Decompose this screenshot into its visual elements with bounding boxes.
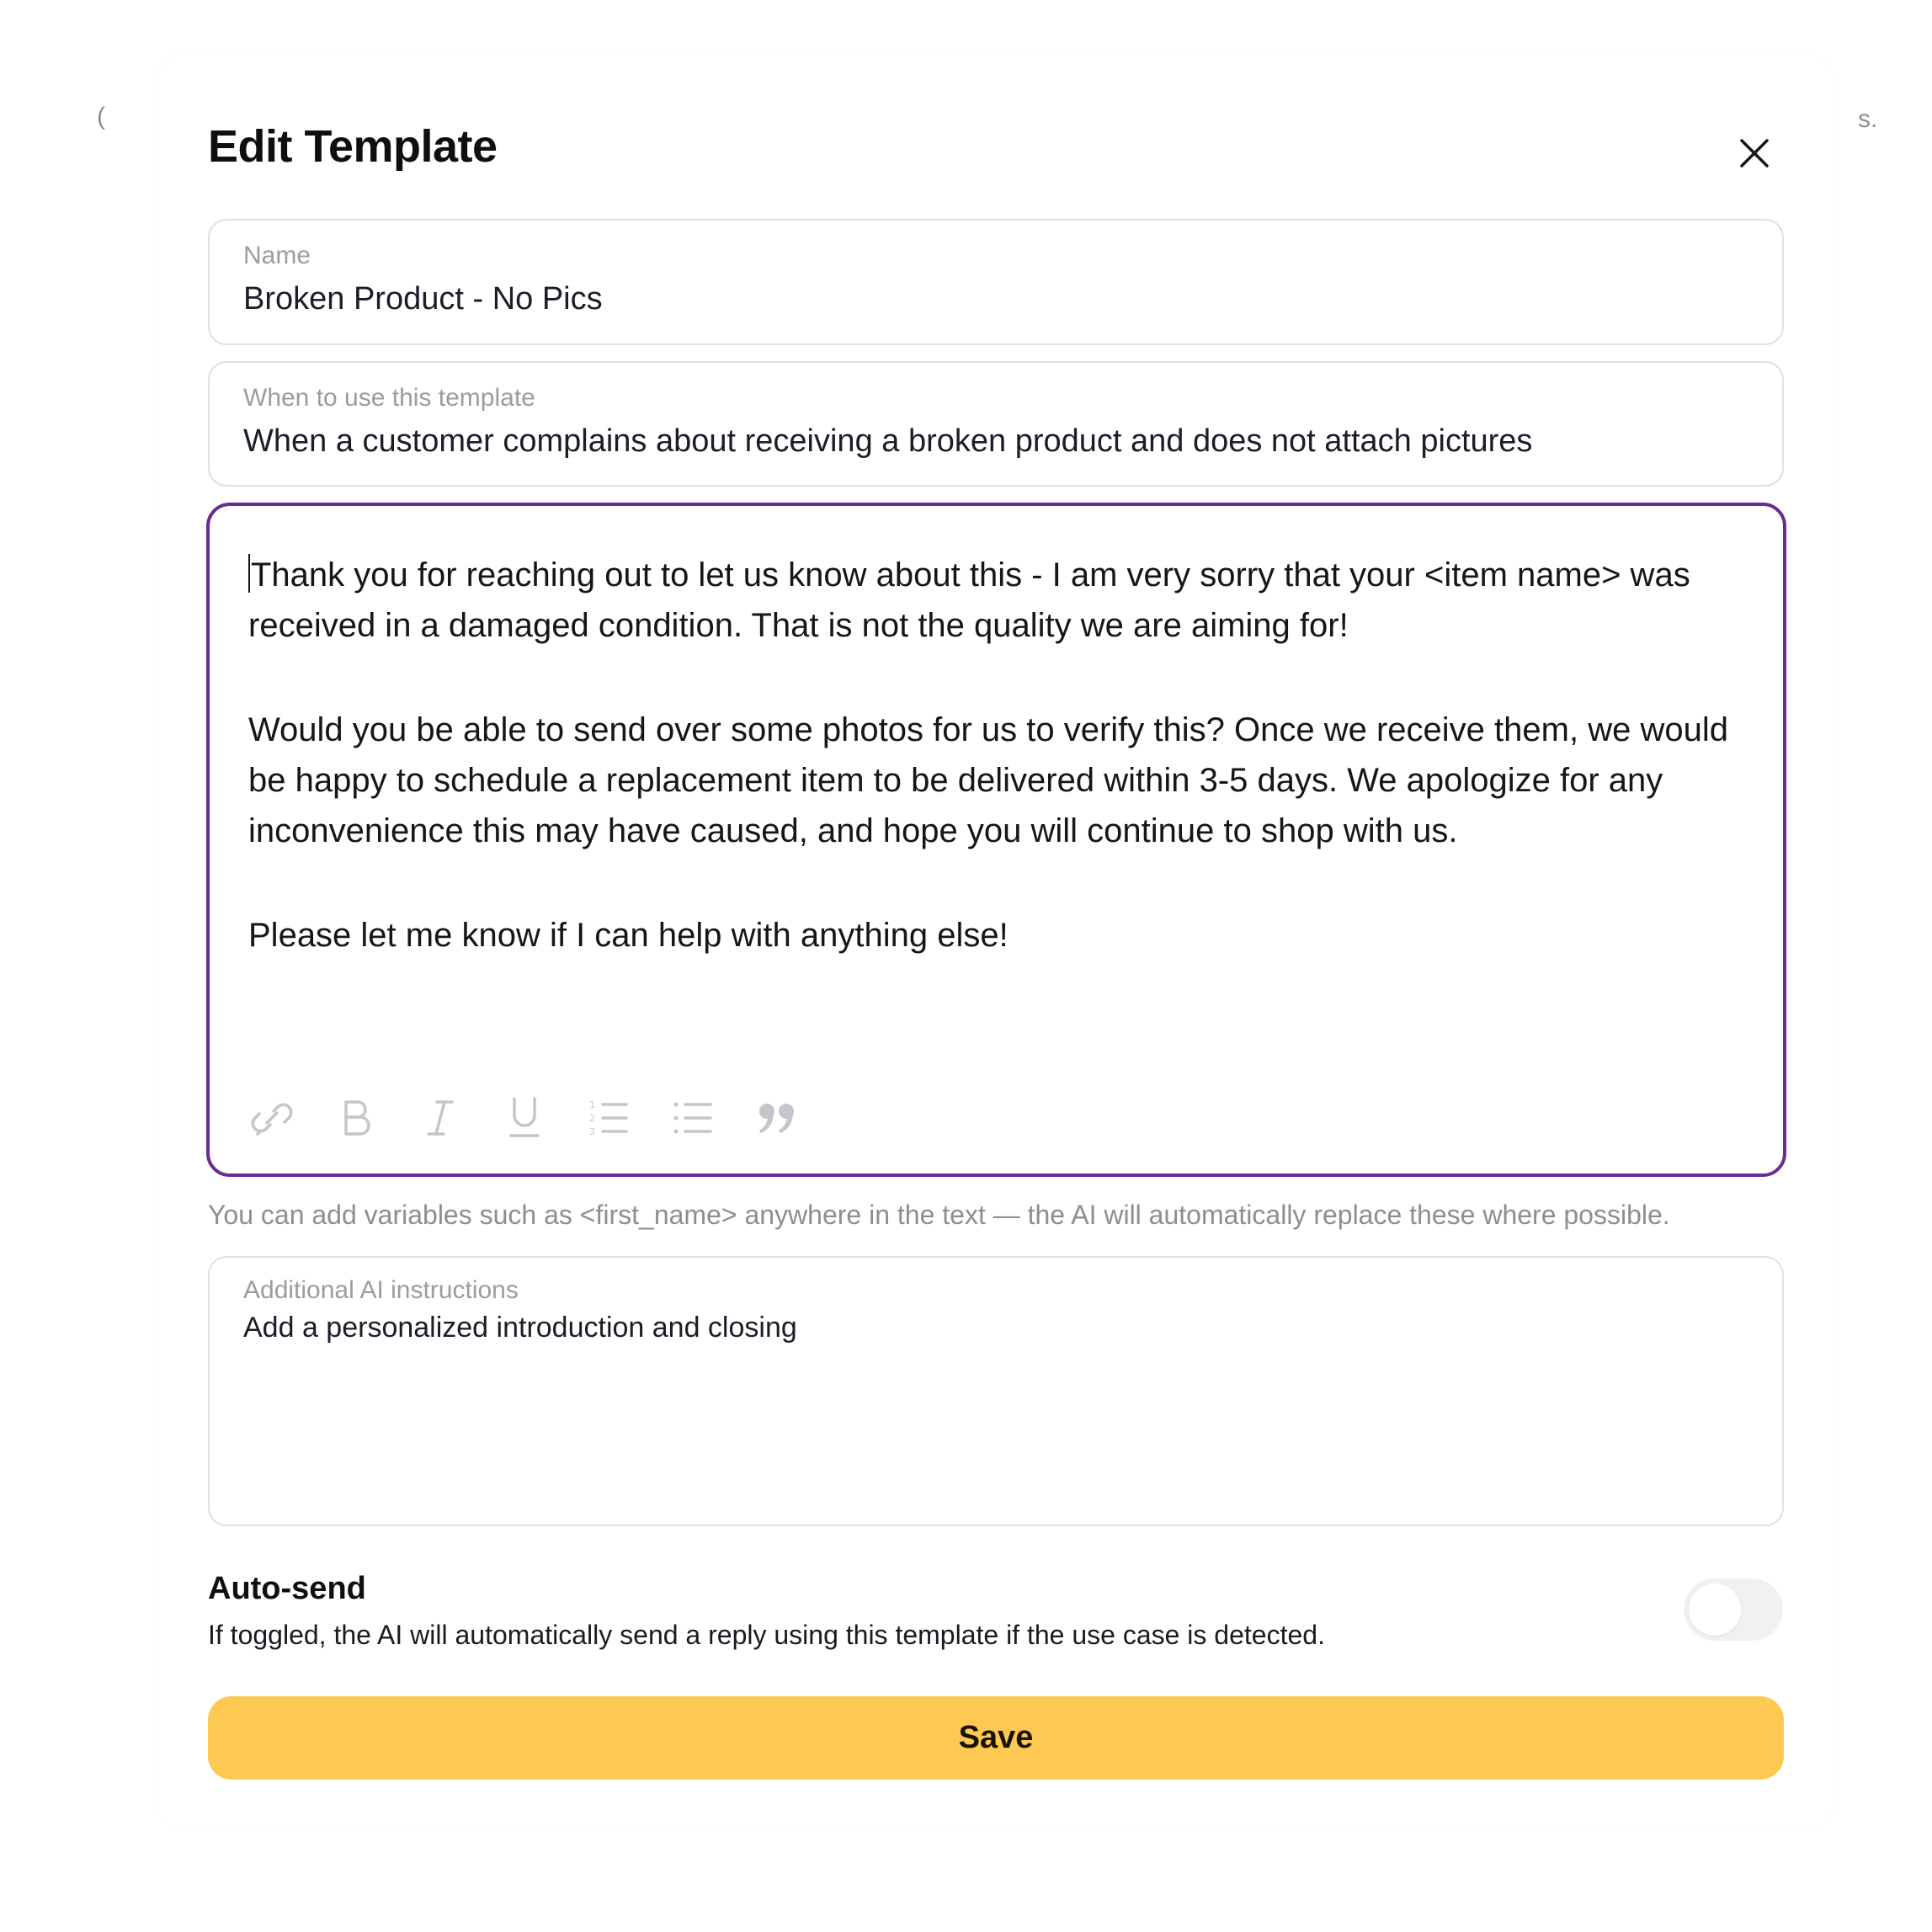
underline-button[interactable] bbox=[499, 1093, 550, 1143]
name-field-value: Broken Product - No Pics bbox=[243, 281, 603, 317]
when-to-use-value: When a customer complains about receiving a broken product and does not attach pictures bbox=[243, 423, 1533, 459]
background-text-fragment: ( bbox=[97, 103, 105, 130]
underline-icon bbox=[506, 1095, 543, 1141]
editor-paragraph: Thank you for reaching out to let us know about this - I am very sorry that your <item name> was received in a damaged condition. That is not the quality we are aiming for! bbox=[248, 556, 1690, 644]
numbered-list-button[interactable] bbox=[583, 1093, 634, 1143]
close-button[interactable] bbox=[1725, 124, 1784, 183]
edit-template-modal bbox=[156, 52, 1835, 1830]
italic-icon bbox=[422, 1097, 459, 1139]
svg-text:1: 1 bbox=[589, 1099, 595, 1110]
quote-icon bbox=[756, 1099, 798, 1136]
svg-text:2: 2 bbox=[589, 1113, 595, 1124]
link-button[interactable] bbox=[247, 1093, 297, 1143]
link-icon bbox=[249, 1095, 295, 1141]
variables-hint: You can add variables such as <first_name> anywhere in the text — the AI will automatically replace these where possible. bbox=[208, 1200, 1670, 1230]
when-to-use-field[interactable] bbox=[208, 361, 1784, 487]
additional-instructions-field[interactable] bbox=[208, 1256, 1784, 1526]
additional-instructions-value: Add a personalized introduction and closing bbox=[243, 1312, 797, 1344]
svg-text:3: 3 bbox=[589, 1126, 595, 1137]
auto-send-description: If toggled, the AI will automatically send a reply using this template if the use case is detected. bbox=[208, 1620, 1325, 1650]
name-field[interactable] bbox=[208, 219, 1784, 345]
editor-paragraph: Would you be able to send over some photos for us to verify this? Once we receive them, we would be happy to schedule a replacement item to be delivered within 3-5 days. We apologize for any inconvenience this may have caused, and hope you will continue to shop with us. bbox=[248, 711, 1728, 849]
numbered-list-icon bbox=[588, 1097, 630, 1139]
save-button[interactable]: Save bbox=[208, 1696, 1784, 1780]
template-body-editor[interactable] bbox=[206, 503, 1786, 1177]
quote-button[interactable] bbox=[752, 1093, 802, 1143]
editor-content[interactable] bbox=[248, 550, 1755, 1014]
modal-title: Edit Template bbox=[208, 121, 498, 172]
bold-icon bbox=[338, 1097, 375, 1139]
auto-send-toggle[interactable] bbox=[1684, 1578, 1783, 1641]
background-text-fragment: s. bbox=[1858, 105, 1878, 133]
text-caret bbox=[248, 554, 250, 593]
when-to-use-label: When to use this template bbox=[243, 384, 535, 412]
auto-send-title: Auto-send bbox=[208, 1571, 366, 1606]
editor-paragraph: Please let me know if I can help with anything else! bbox=[248, 917, 1009, 954]
additional-instructions-label: Additional AI instructions bbox=[243, 1276, 519, 1304]
bulleted-list-icon bbox=[672, 1097, 714, 1139]
bulleted-list-button[interactable] bbox=[668, 1093, 718, 1143]
editor-toolbar bbox=[247, 1093, 836, 1143]
bold-button[interactable] bbox=[331, 1093, 381, 1143]
name-field-label: Name bbox=[243, 242, 311, 269]
italic-button[interactable] bbox=[415, 1093, 466, 1143]
close-icon bbox=[1739, 138, 1770, 168]
toggle-knob bbox=[1689, 1583, 1741, 1636]
